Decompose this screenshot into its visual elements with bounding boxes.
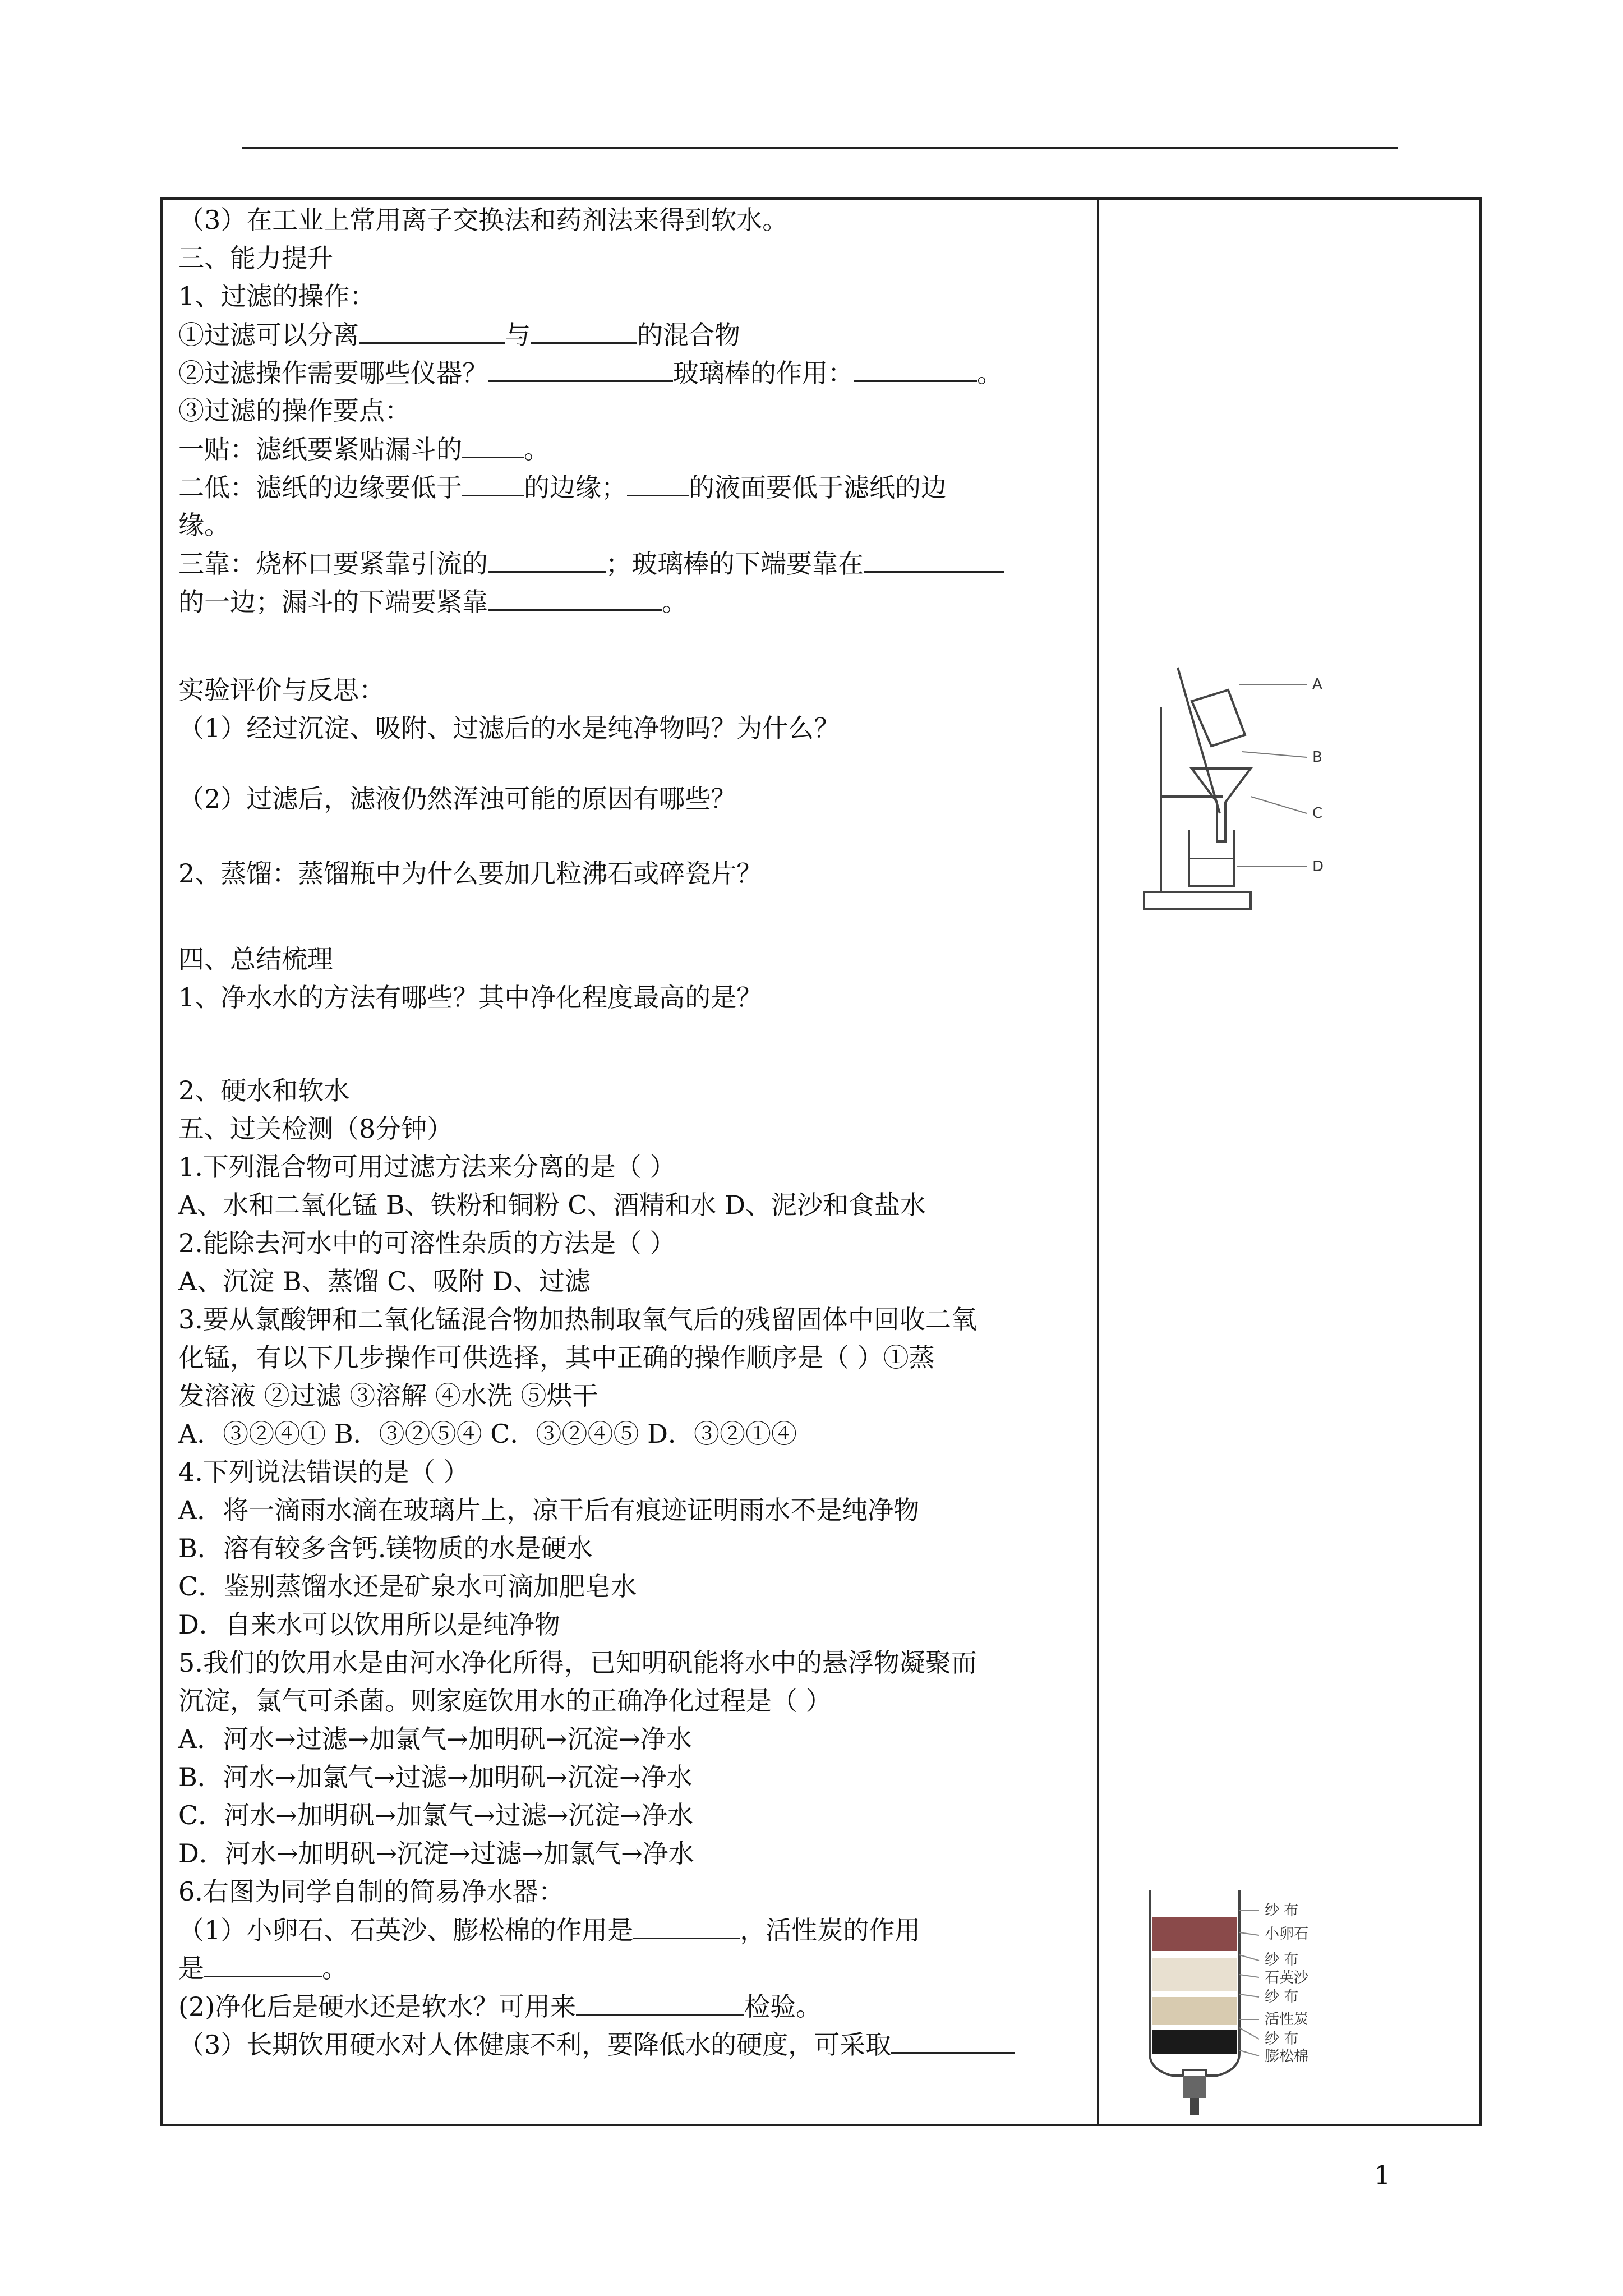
text-line: 1.下列混合物可用过滤方法来分离的是（ ）	[178, 1152, 676, 1182]
text-segment: 三靠：烧杯口要紧靠引流的	[178, 549, 488, 579]
text-segment: 。	[322, 1953, 348, 1984]
text-segment: 。	[977, 358, 1003, 388]
figure-label-b: B	[1312, 749, 1322, 766]
text-segment: ②过滤操作需要哪些仪器？	[178, 358, 488, 388]
purifier-label-activated-carbon: 活性炭	[1265, 2011, 1309, 2028]
text-line: C．河水→加明矾→加氯气→过滤→沉淀→净水	[178, 1800, 693, 1830]
text-line: （2）过滤后，滤液仍然浑浊可能的原因有哪些？	[178, 784, 737, 814]
fill-in-blank[interactable]	[627, 470, 689, 496]
text-line: A．将一滴雨水滴在玻璃片上，凉干后有痕迹证明雨水不是纯净物	[178, 1495, 920, 1525]
purifier-label-quartz-sand: 石英沙	[1265, 1970, 1309, 1986]
filtration-apparatus-figure	[1138, 656, 1374, 920]
purifier-label-gauze-4: 纱 布	[1265, 2031, 1299, 2047]
text-line: 2.能除去河水中的可溶性杂质的方法是（ ）	[178, 1228, 676, 1258]
fill-in-blank[interactable]	[488, 585, 662, 611]
text-line	[178, 1951, 348, 1985]
text-line: A、沉淀 B、蒸馏 C、吸附 D、过滤	[178, 1266, 591, 1296]
fill-in-blank[interactable]	[488, 356, 673, 382]
text-segment: 的一边；漏斗的下端要紧靠	[178, 587, 488, 617]
figure-label-a: A	[1312, 676, 1322, 693]
text-line	[178, 546, 1004, 581]
text-line	[178, 2027, 1015, 2062]
text-segment: 玻璃棒的作用：	[673, 358, 854, 388]
text-segment: 是	[178, 1953, 204, 1984]
text-segment: 的边缘；	[524, 472, 627, 503]
text-line: B．河水→加氯气→过滤→加明矾→沉淀→净水	[178, 1762, 693, 1792]
fill-in-blank[interactable]	[864, 546, 1004, 573]
text-segment: （3）长期饮用硬水对人体健康不利，要降低水的硬度，可采取	[178, 2030, 892, 2060]
purifier-label-gauze-3: 纱 布	[1265, 1989, 1299, 2005]
text-line: 缘。	[178, 510, 230, 540]
text-line: B．溶有较多含钙.镁物质的水是硬水	[178, 1533, 593, 1563]
text-segment: ①过滤可以分离	[178, 320, 359, 350]
header-rule	[242, 147, 1398, 149]
text-line: 三、能力提升	[178, 243, 333, 273]
text-line: 6.右图为同学自制的简易净水器：	[178, 1876, 564, 1907]
text-line: 沉淀，氯气可杀菌。则家庭饮用水的正确净化过程是（ ）	[178, 1686, 832, 1716]
text-line: D．河水→加明矾→沉淀→过滤→加氯气→净水	[178, 1838, 694, 1869]
text-segment: 。	[662, 587, 688, 617]
text-line: 2、蒸馏：蒸馏瓶中为什么要加几粒沸石或碎瓷片？	[178, 858, 763, 889]
column-divider	[1097, 197, 1099, 2126]
text-line	[178, 1989, 822, 2023]
figure-label-c: C	[1312, 805, 1323, 822]
text-segment: ，活性炭的作用	[740, 1915, 921, 1945]
purifier-label-gauze-1: 纱 布	[1265, 1902, 1299, 1919]
text-line	[178, 585, 688, 619]
text-segment: 二低：滤纸的边缘要低于	[178, 472, 462, 503]
water-purifier-figure	[1138, 1885, 1374, 2120]
text-segment: 的混合物	[637, 320, 740, 350]
text-segment: 。	[524, 434, 550, 464]
text-line	[178, 470, 947, 504]
fill-in-blank[interactable]	[204, 1951, 322, 1977]
text-line: 化锰，有以下几步操作可供选择，其中正确的操作顺序是（ ）①蒸	[178, 1342, 935, 1373]
purifier-label-cotton: 膨松棉	[1265, 2048, 1309, 2065]
text-line	[178, 356, 1003, 390]
fill-in-blank[interactable]	[359, 318, 505, 344]
fill-in-blank[interactable]	[633, 1913, 740, 1939]
text-line: 1、过滤的操作：	[178, 281, 376, 311]
text-line: 五、过关检测（8分钟）	[178, 1114, 453, 1144]
text-segment: 检验。	[744, 1991, 822, 2022]
text-line: 四、总结梳理	[178, 944, 333, 974]
text-line: 2、硬水和软水	[178, 1075, 350, 1106]
text-line: ③过滤的操作要点：	[178, 395, 411, 426]
text-line: C．鉴别蒸馏水还是矿泉水可滴加肥皂水	[178, 1571, 637, 1602]
text-line	[178, 432, 550, 466]
text-segment: ；玻璃棒的下端要靠在	[606, 549, 864, 579]
page-number: 1	[1374, 2160, 1391, 2190]
fill-in-blank[interactable]	[462, 432, 524, 458]
figure-label-d: D	[1312, 858, 1324, 875]
text-segment: （1）小卵石、石英沙、膨松棉的作用是	[178, 1915, 634, 1945]
text-line: A、水和二氧化锰 B、铁粉和铜粉 C、酒精和水 D、泥沙和食盐水	[178, 1190, 926, 1220]
fill-in-blank[interactable]	[462, 470, 524, 496]
text-line	[178, 1913, 920, 1947]
text-line: 3.要从氯酸钾和二氧化锰混合物加热制取氧气后的残留固体中回收二氧	[178, 1304, 977, 1335]
text-segment: 与	[505, 320, 531, 350]
text-segment: 的液面要低于滤纸的边	[689, 472, 947, 503]
text-segment: (2)净化后是硬水还是软水？可用来	[178, 1991, 577, 2022]
text-line: D．自来水可以饮用所以是纯净物	[178, 1609, 560, 1640]
fill-in-blank[interactable]	[891, 2027, 1015, 2054]
text-line: 4.下列说法错误的是（ ）	[178, 1457, 469, 1487]
text-line: （3）在工业上常用离子交换法和药剂法来得到软水。	[178, 205, 789, 235]
text-line: A．河水→过滤→加氯气→加明矾→沉淀→净水	[178, 1724, 692, 1754]
text-segment: 一贴：滤纸要紧贴漏斗的	[178, 434, 462, 464]
fill-in-blank[interactable]	[488, 546, 606, 573]
text-line: 发溶液 ②过滤 ③溶解 ④水洗 ⑤烘干	[178, 1381, 598, 1411]
text-line: 5.我们的饮用水是由河水净化所得，已知明矾能将水中的悬浮物凝聚而	[178, 1648, 977, 1678]
text-line: A．③②④① B．③②⑤④ C．③②④⑤ D．③②①④	[178, 1419, 797, 1449]
fill-in-blank[interactable]	[576, 1989, 744, 2016]
fill-in-blank[interactable]	[854, 356, 977, 382]
text-line	[178, 318, 740, 352]
text-line: 实验评价与反思：	[178, 675, 385, 705]
fill-in-blank[interactable]	[531, 318, 637, 344]
purifier-label-gauze-2: 纱 布	[1265, 1952, 1299, 1968]
text-line: 1、净水水的方法有哪些？其中净化程度最高的是？	[178, 982, 763, 1013]
purifier-label-pebbles: 小卵石	[1265, 1926, 1309, 1943]
text-line: （1）经过沉淀、吸附、过滤后的水是纯净物吗？为什么？	[178, 713, 840, 743]
